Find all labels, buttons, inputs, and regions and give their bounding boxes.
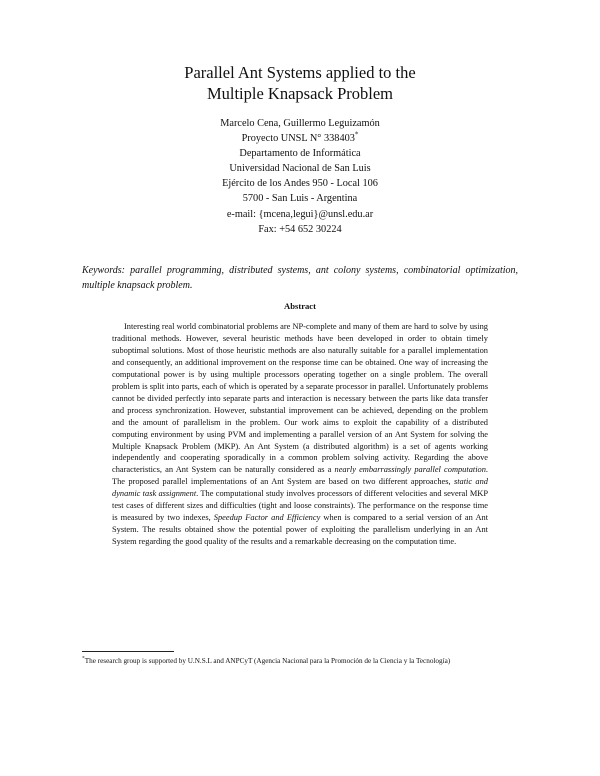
project-text: Proyecto UNSL N° 338403 bbox=[241, 133, 355, 145]
university: Universidad Nacional de San Luis bbox=[229, 163, 371, 175]
abstract-text-4: when is compared to a serial version of an Ant System. The results obtained show the potential power of exploiting the parallelism underlying in an Ant System regarding the good quality of the results and a remarkable decreasing on the computation time. bbox=[112, 513, 489, 547]
address-line-1: Ejército de los Andes 950 - Local 106 bbox=[222, 178, 378, 190]
abstract-text-3: . The computational study involves processors of different velocities and several MKP test cases of different sizes and difficulties (tight and loose constraints). The performance on the response time is measured by two indexes, bbox=[112, 489, 488, 523]
footnote-marker: * bbox=[354, 130, 359, 139]
email: e-mail: {mcena,legui}@unsl.edu.ar bbox=[226, 208, 374, 220]
project-line bbox=[0, 131, 600, 146]
footnote bbox=[82, 656, 518, 667]
title-line-1: Parallel Ant Systems applied to the bbox=[184, 63, 416, 82]
abstract-emphasis-2: static and dynamic task assignment bbox=[112, 477, 488, 499]
abstract-text-1: Interesting real world combinatorial problems are NP-complete and many of them are hard to solve by using traditional methods. However, several heuristic methods have been developed in order to obtain timely suboptimal solutions. Most of those heuristic methods are also naturally suitable for a parallel implementation and consequently, an additional improvement on the response time can be obtained. One way of increasing the computational power is by using multiple processors operating together on a single problem. The overall problem is split into parts, each of which is operated by a separate processor in parallel. Unfortunately problems cannot be divided perfectly into separate parts and interaction is necessary between the parts like data transfer and process synchronization. However, substantial improvement can be achieved, depending on the problem and the amount of parallelism in the problem. Our work aims to exploit the capability of a distributed computing environment by using PVM and implementing a parallel version of an Ant System for solving the Multiple Knapsack Problem (MKP). An Ant System (a distributed algorithm) is a set of agents working independently and cooperating sporadically in a common problem solving activity. Regarding the above characteristics, an Ant System can be naturally considered as a bbox=[112, 322, 488, 475]
abstract-paragraph bbox=[112, 321, 488, 548]
footnote-mark: * bbox=[82, 655, 85, 662]
keywords-text: parallel programming, distributed systems, ant colony systems, combinatorial optimization, multiple knapsack problem. bbox=[82, 265, 519, 291]
paper-title bbox=[0, 62, 600, 104]
footnote-rule bbox=[82, 651, 174, 652]
abstract-heading: Abstract bbox=[284, 301, 316, 311]
title-line-2: Multiple Knapsack Problem bbox=[206, 84, 394, 103]
author-names: Marcelo Cena, Guillermo Leguizamón bbox=[220, 118, 380, 129]
author-block bbox=[0, 116, 600, 237]
abstract-emphasis-1: nearly embarrassingly parallel computation bbox=[334, 465, 486, 475]
address-line-2: 5700 - San Luis - Argentina bbox=[242, 193, 358, 205]
keywords-label: Keywords: bbox=[82, 265, 125, 276]
abstract-emphasis-3: Speedup Factor and Efficiency bbox=[213, 513, 321, 523]
abstract-text-2: . The proposed parallel implementations of an Ant System are based on two different approaches, bbox=[112, 465, 489, 487]
keywords bbox=[82, 263, 518, 293]
abstract-body bbox=[112, 321, 488, 548]
footnote-text: The research group is supported by U.N.S.L and ANPCyT (Agencia Nacional para la Promoción de la Ciencia y la Tecnología) bbox=[84, 657, 451, 665]
department: Departamento de Informática bbox=[239, 148, 361, 160]
fax: Fax: +54 652 30224 bbox=[258, 223, 342, 235]
